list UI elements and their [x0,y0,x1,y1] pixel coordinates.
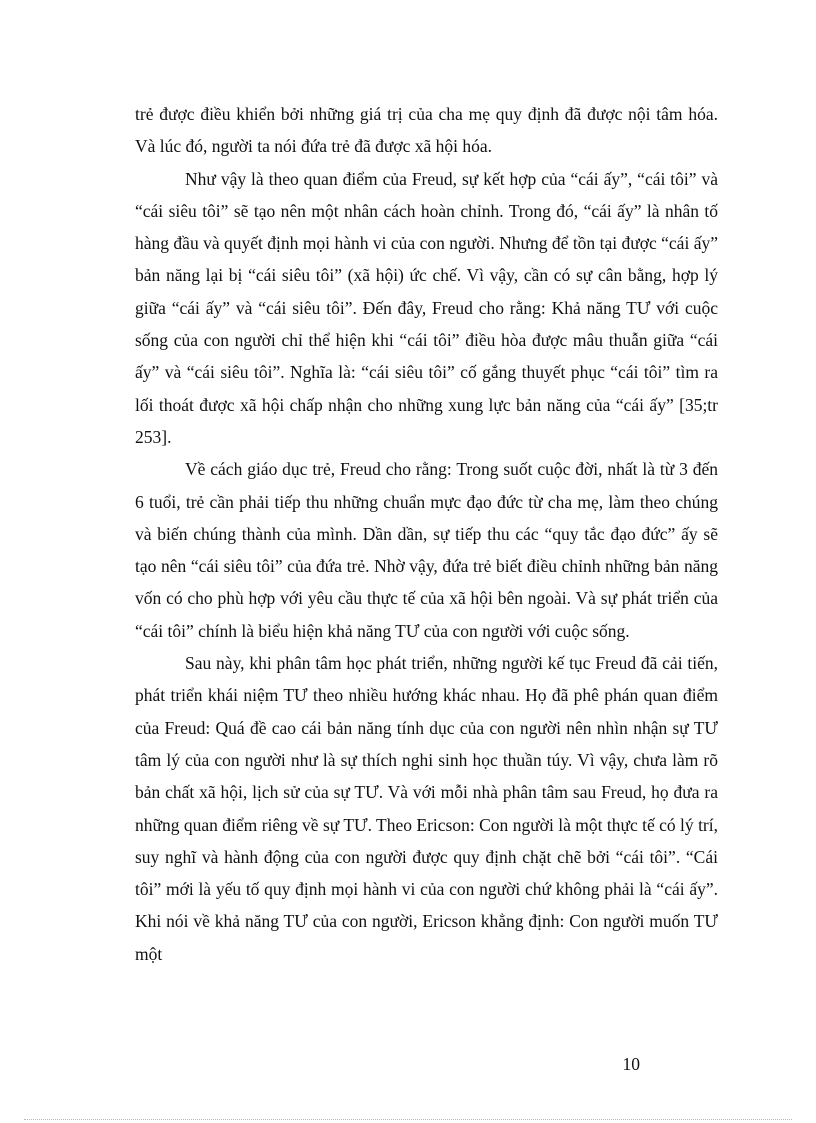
paragraph-continuation: trẻ được điều khiển bởi những giá trị của cha mẹ quy định đã được nội tâm hóa. Và lúc đó, người ta nói đứa trẻ đã được xã hội hóa. [135,104,718,157]
paragraph-child-education: Về cách giáo dục trẻ, Freud cho rằng: Trong suốt cuộc đời, nhất là từ 3 đến 6 tuổi, trẻ cần phải tiếp thu những chuẩn mực đạo đức từ cha mẹ, làm theo chúng và biến chúng thành của mình. Dần dần, sự tiếp thu các “quy tắc đạo đức” ấy sẽ tạo nên “cái siêu tôi” của đứa trẻ. Nhờ vậy, đứa trẻ biết điều chỉnh những bản năng vốn có cho phù hợp với yêu cầu thực tế của xã hội bên ngoài. Và sự phát triển của “cái tôi” chính là biểu hiện khả năng TƯ của con người với cuộc sống. [135,459,718,641]
body-text [135,98,718,970]
page-number: 10 [622,1054,640,1074]
paragraph-post-freud: Sau này, khi phân tâm học phát triển, những người kế tục Freud đã cải tiến, phát triển khái niệm TƯ theo nhiều hướng khác nhau. Họ đã phê phán quan điểm của Freud: Quá đề cao cái bản năng tính dục của con người nên nhìn nhận sự TƯ tâm lý của con người như là sự thích nghi sinh học thuần túy. Vì vậy, chưa làm rõ bản chất xã hội, lịch sử của sự TƯ. Và với mỗi nhà phân tâm sau Freud, họ đưa ra những quan điểm riêng về sự TƯ. Theo Ericson: Con người là một thực tế có lý trí, suy nghĩ và hành động của con người được quy định chặt chẽ bởi “cái tôi”. “Cái tôi” mới là yếu tố quy định mọi hành vi của con người chứ không phải là “cái ấy”. Khi nói về khả năng TƯ của con người, Ericson khẳng định: Con người muốn TƯ một [135,653,718,964]
footer-divider [24,1119,792,1120]
paragraph-freud-personality: Như vậy là theo quan điểm của Freud, sự kết hợp của “cái ấy”, “cái tôi” và “cái siêu tôi” sẽ tạo nên một nhân cách hoàn chỉnh. Trong đó, “cái ấy” là nhân tố hàng đầu và quyết định mọi hành vi của con người. Nhưng để tồn tại được “cái ấy” bản năng lại bị “cái siêu tôi” (xã hội) ức chế. Vì vậy, cần có sự cân bằng, hợp lý giữa “cái ấy” và “cái siêu tôi”. Đến đây, Freud cho rằng: Khả năng TƯ với cuộc sống của con người chỉ thể hiện khi “cái tôi” điều hòa được mâu thuẫn giữa “cái ấy” và “cái siêu tôi”. Nghĩa là: “cái siêu tôi” cố gắng thuyết phục “cái tôi” tìm ra lối thoát được xã hội chấp nhận cho những xung lực bản năng của “cái ấy” [35;tr 253]. [135,168,718,447]
